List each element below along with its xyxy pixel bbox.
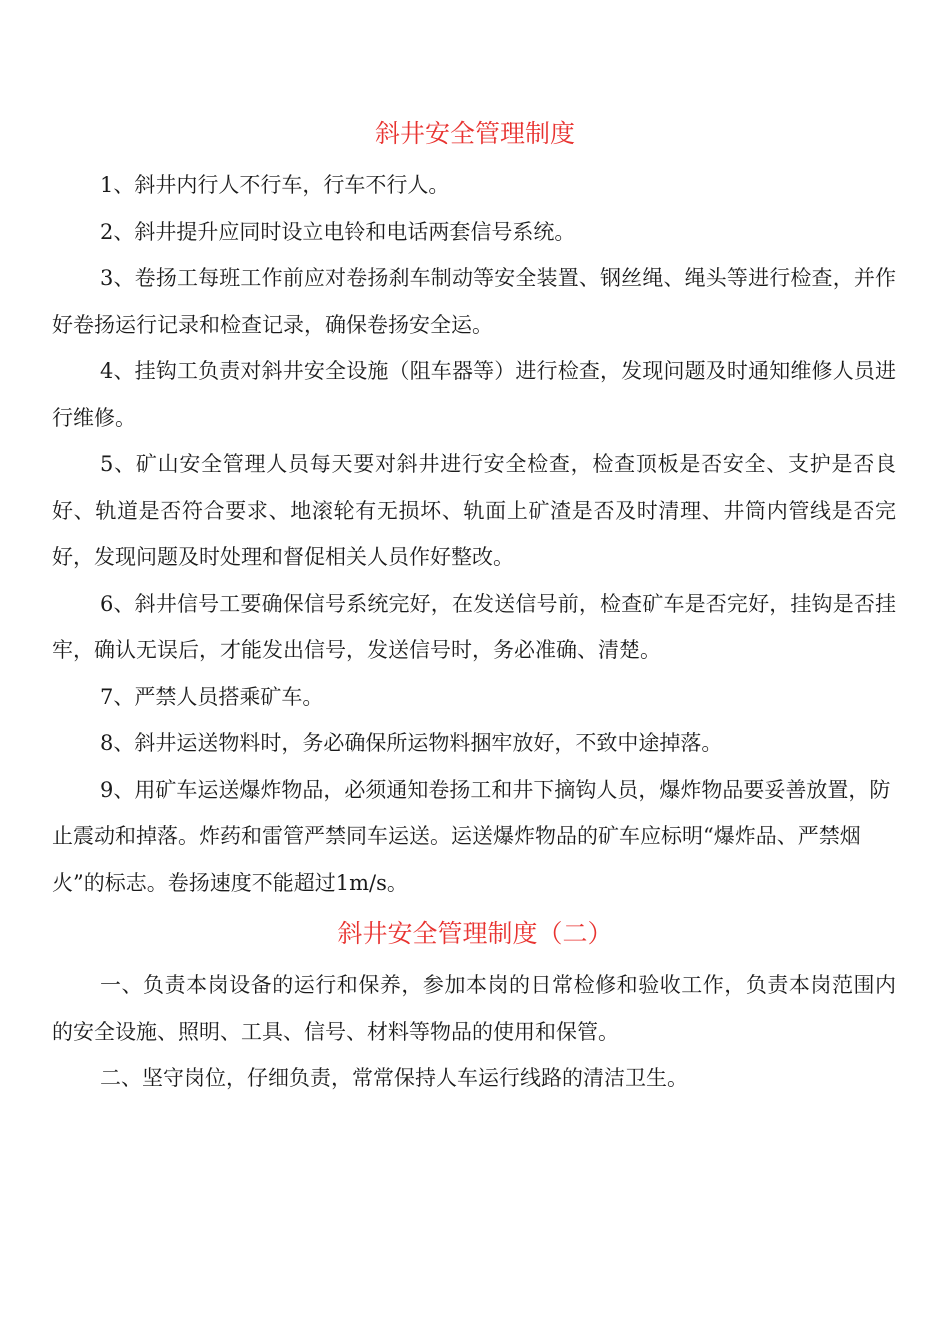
document-subtitle: 斜井安全管理制度（二） [337,919,613,948]
rule-item: 8、斜井运送物料时，务必确保所运物料捆牢放好，不致中途掉落。 [100,731,723,755]
rule-item: 9、用矿车运送爆炸物品，必须通知卷扬工和井下摘钩人员，爆炸物品要妥善放置，防止震动和掉落。炸药和雷管严禁同车运送。运送爆炸物品的矿车应标明“爆炸品、严禁烟火”的标志。卷扬速度不能超过1m/s。 [52,777,891,895]
rules-section-2 [52,962,896,1102]
document-title: 斜井安全管理制度 [374,119,575,148]
rule-item: 6、斜井信号工要确保信号系统完好，在发送信号前，检查矿车是否完好，挂钩是否挂牢，确认无误后，才能发出信号，发送信号时，务必准确、清楚。 [52,591,896,662]
rule-item: 5、矿山安全管理人员每天要对斜井进行安全检查，检查顶板是否安全、支护是否良好、轨道是否符合要求、地滚轮有无损坏、轨面上矿渣是否及时清理、井筒内管线是否完好，发现问题及时处理和督促相关人员作好整改。 [52,452,896,569]
rule-item: 4、挂钩工负责对斜井安全设施（阻车器等）进行检查，发现问题及时通知维修人员进行维修。 [52,359,896,430]
rule-item: 一、负责本岗设备的运行和保养，参加本岗的日常检修和验收工作，负责本岗范围内的安全设施、照明、工具、信号、材料等物品的使用和保管。 [52,973,896,1044]
rule-item: 3、卷扬工每班工作前应对卷扬刹车制动等安全装置、钢丝绳、绳头等进行检查，并作好卷扬运行记录和检查记录，确保卷扬安全运。 [52,266,896,337]
rule-item: 7、严禁人员搭乘矿车。 [100,684,324,709]
rules-section-1 [52,162,896,906]
rule-item: 2、斜井提升应同时设立电铃和电话两套信号系统。 [100,219,576,244]
rule-item: 1、斜井内行人不行车，行车不行人。 [100,173,450,197]
rule-item: 二、坚守岗位，仔细负责，常常保持人车运行线路的清洁卫生。 [100,1066,688,1090]
